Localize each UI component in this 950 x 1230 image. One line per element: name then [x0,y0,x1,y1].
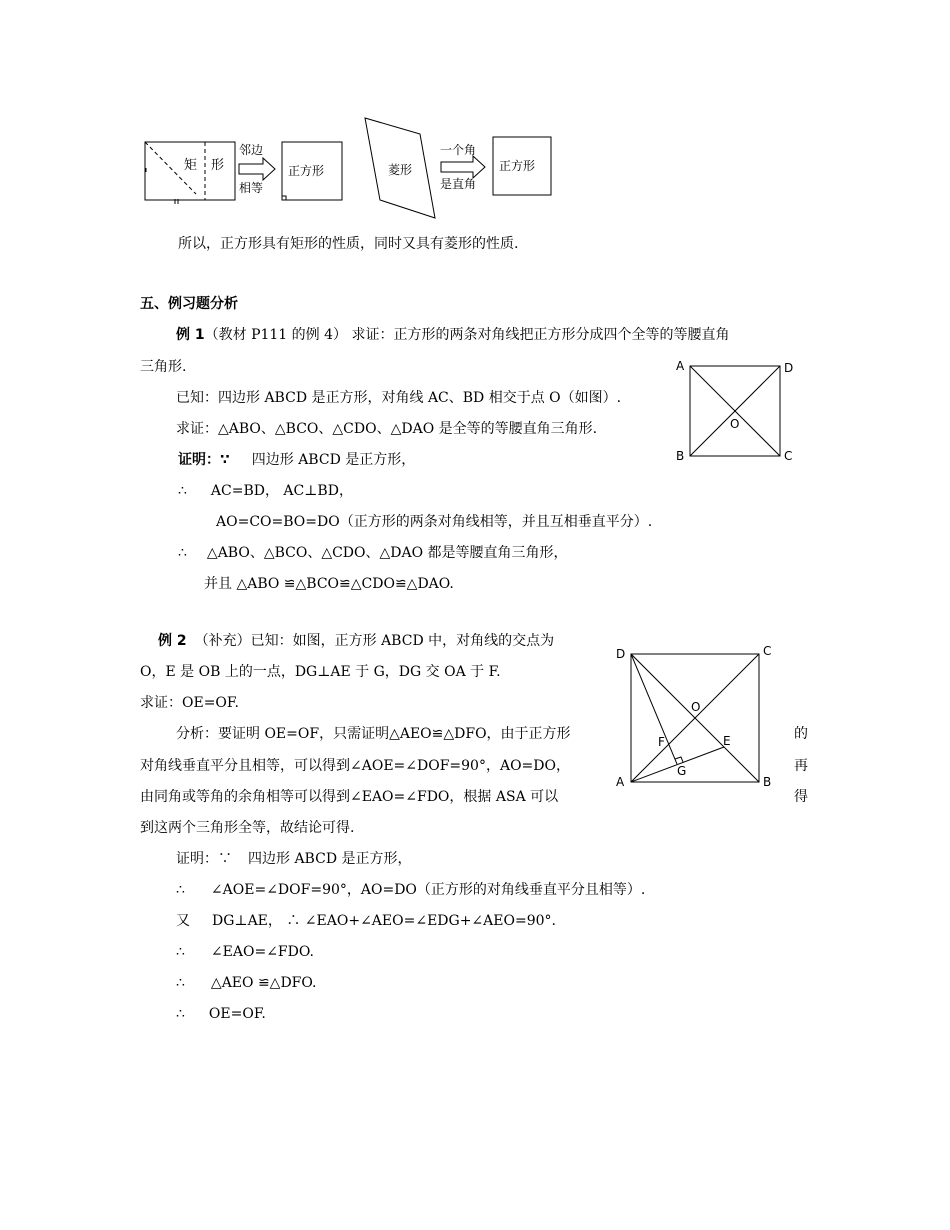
arrow1-top-label: 邻边 [239,143,264,157]
ex2-label-o: O [691,700,701,714]
ex2-analysis3: 由同角或等角的余角相等可以得到∠EAO=∠FDO，根据 ASA 可以 [140,789,559,805]
ex2-proof-text3: DG⊥AE， ∴ ∠EAO+∠AEO=∠EDG+∠AEO=90°. [212,913,556,929]
square1-label: 正方形 [288,164,325,178]
therefore-symbol: ∴ [178,483,187,499]
summary-text: 所以，正方形具有矩形的性质，同时又具有菱形的性质. [178,236,519,252]
therefore-symbol: ∴ [176,882,185,898]
ex2-proof-text4: ∠EAO=∠FDO. [210,944,314,960]
ex2-line2: O，E 是 OB 上的一点，DG⊥AE 于 G，DG 交 OA 于 F. [140,664,501,680]
ex1-given: 已知：四边形 ABCD 是正方形，对角线 AC、BD 相交于点 O（如图）. [176,390,622,406]
ex1-statement: （教材 P111 的例 4） 求证：正方形的两条对角线把正方形分成四个全等的等腰直角 [204,327,730,343]
ex1-line1 [176,325,729,345]
ex2-proof-text6: OE=OF. [208,1006,266,1022]
ex1-label-o: O [730,417,740,431]
ex1-label-c: C [784,449,793,463]
ex2-proof-text5: △AEO ≌△DFO. [210,975,317,991]
ex1-proof-line5: 并且 △ABO ≌△BCO≌△CDO≌△DAO. [204,576,454,592]
arrow2-bottom-label: 是直角 [440,177,477,191]
therefore-symbol: ∴ [178,545,187,561]
rect-label-right: 形 [211,158,225,173]
arrow2-shape [441,156,485,178]
ex1-label: 例 1 [176,327,205,343]
ex2-figure [612,640,782,790]
ex1-figure [672,356,798,464]
ex2-proof-line3 [176,911,556,931]
top-figure [138,112,558,224]
ex1-proof-text2: AC=BD， AC⊥BD， [210,483,353,499]
ex2-label: 例 2 [158,633,187,649]
ex2-analysis1-end: 的 [794,726,808,742]
ex2-proof-line5 [176,973,317,993]
ex2-proof-text1: 四边形 ABCD 是正方形， [248,851,412,867]
ex1-proof-line3: AO=CO=BO=DO（正方形的两条对角线相等，并且互相垂直平分）. [216,514,653,530]
therefore-symbol: ∴ [176,975,185,991]
ex1-label-d: D [784,361,794,375]
therefore-symbol: ∴ [176,944,185,960]
rhombus-label: 菱形 [388,163,413,177]
ex2-proof-label: 证明：∵ [176,851,232,867]
ex2-label-g: G [677,764,687,778]
ex2-statement: （补充）已知：如图，正方形 ABCD 中，对角线的交点为 [194,633,555,649]
arrow2-top-label: 一个角 [440,143,477,157]
ex2-analysis4: 到这两个三角形全等，故结论可得. [140,820,355,836]
ex2-proof-line6 [176,1004,266,1024]
ex1-proof-line2 [178,481,353,501]
ex1-line2: 三角形. [140,359,187,375]
ex2-label-d: D [616,647,626,661]
ex2-analysis3-end: 得 [794,789,808,805]
square2-label: 正方形 [499,159,536,173]
ex1-label-a: A [676,359,685,373]
rect-label-left: 矩 [184,158,198,173]
ex2-analysis2: 对角线垂直平分且相等，可以得到∠AOE=∠DOF=90°，AO=DO， [140,758,570,774]
ex2-label-f: F [658,735,665,749]
ex2-proof-line4 [176,942,314,962]
ex2-label-b: B [763,775,772,789]
arrow1-bottom-label: 相等 [239,181,264,195]
ex1-proof-label: 证明：∵ [178,452,230,468]
ex1-proof-text4: △ABO、△BCO、△CDO、△DAO 都是等腰直角三角形， [206,545,568,561]
ex2-label-a: A [616,775,625,789]
ex2-analysis2-end: 再 [794,758,808,774]
therefore-symbol: ∴ [176,1006,185,1022]
ex2-analysis1: 分析：要证明 OE=OF，只需证明△AEO≌△DFO，由于正方形 [176,726,571,742]
ex1-proof-line4 [178,543,568,563]
ex1-proof-line1 [178,450,415,470]
arrow1-shape [239,158,275,180]
ex2-label-c: C [763,644,772,658]
ex1-label-b: B [676,449,685,463]
section-title: 五、例习题分析 [140,296,238,312]
ex2-proof-line1 [176,849,412,869]
ex2-prove: 求证：OE=OF. [140,695,239,711]
ex1-proof-text1: 四边形 ABCD 是正方形， [251,452,416,468]
also-symbol: 又 [176,913,190,929]
ex2-proof-text2: ∠AOE=∠DOF=90°，AO=DO（正方形的对角线垂直平分且相等）. [210,882,646,898]
ex1-prove: 求证：△ABO、△BCO、△CDO、△DAO 是全等的等腰直角三角形. [176,421,598,437]
ex2-segment-dg [631,654,677,764]
ex2-line1 [158,631,554,651]
ex2-label-e: E [723,734,731,748]
ex2-proof-line2 [176,880,645,900]
